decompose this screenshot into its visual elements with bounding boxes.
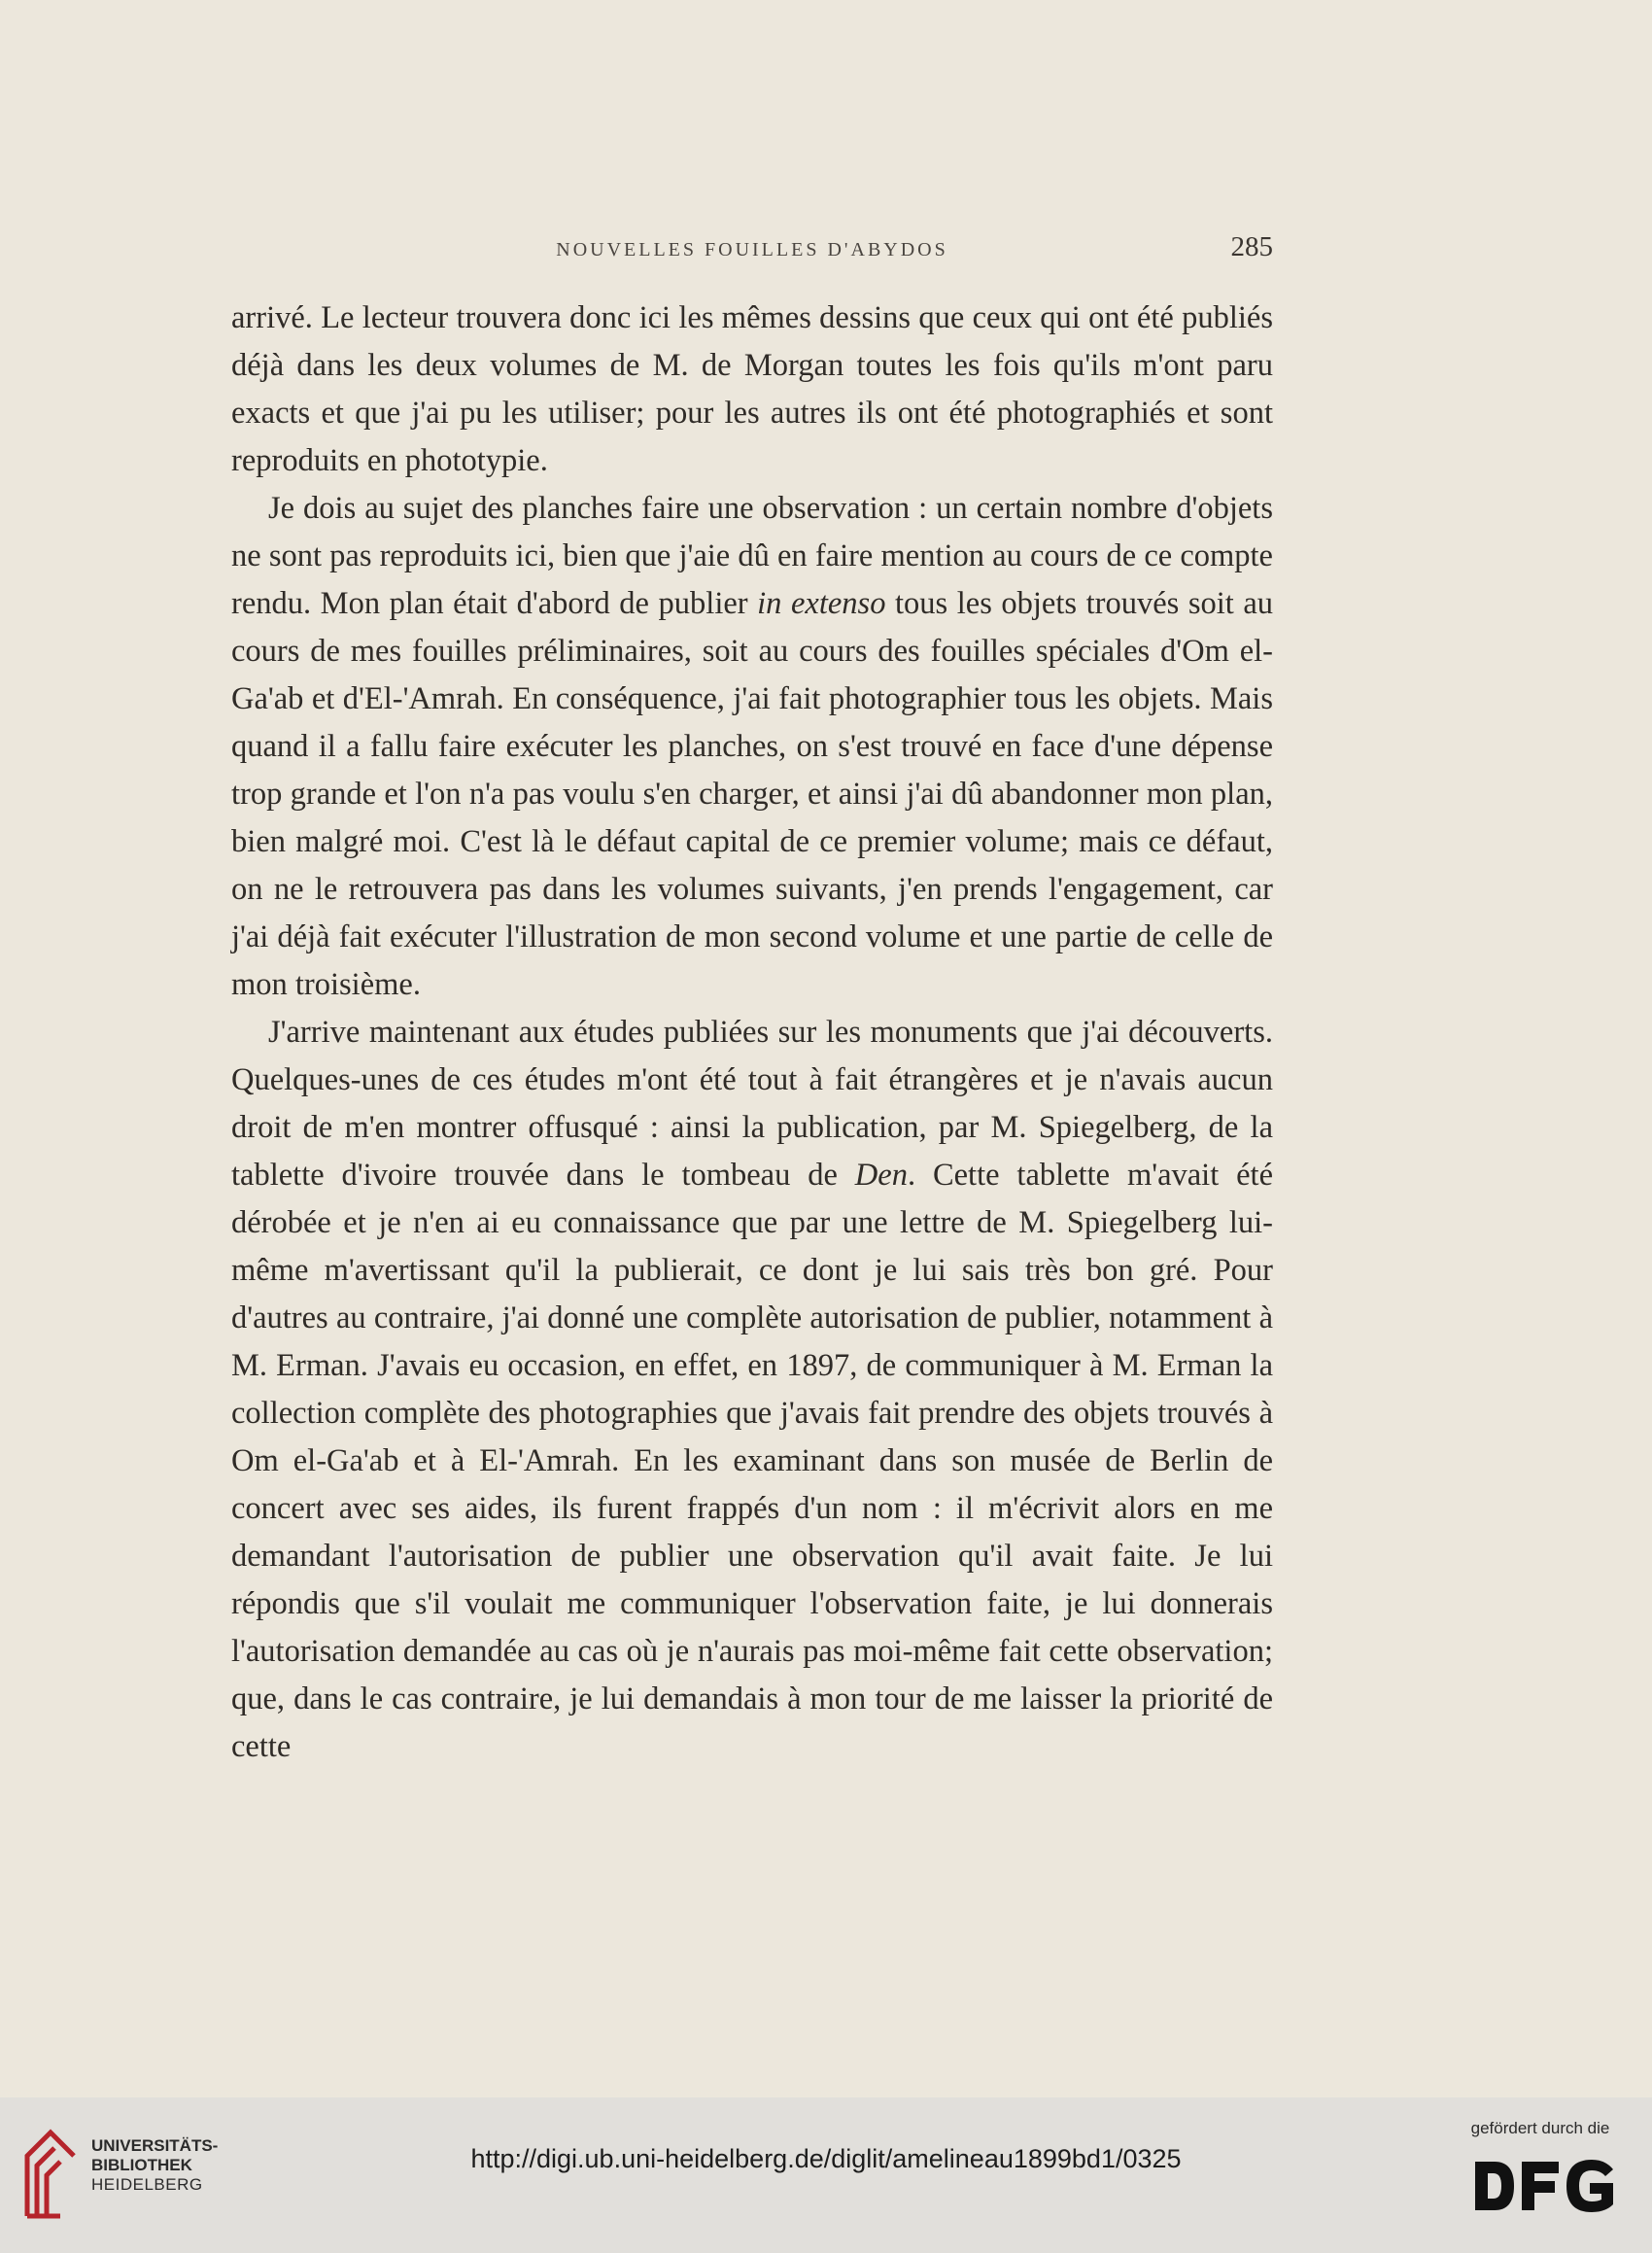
- library-line-2: BIBLIOTHEK: [91, 2156, 192, 2174]
- library-emblem-icon: [21, 2127, 80, 2220]
- paragraph-3-italic: Den: [854, 1158, 908, 1193]
- paragraph-2-text-a: Je dois au sujet des planches faire une observation : un certain nombre d'objets ne sont pas reproduits ici, bien que j'aie dû en faire mention au cours de ce compte rendu. Mon plan était d'abord de publier: [231, 491, 1273, 621]
- paragraph-2-text-b: tous les objets trouvés soit au cours de mes fouilles préliminaires, soit au cours des fouilles spéciales d'Om el-Ga'ab et d'El-'Amrah. En conséquence, j'ai fait photographier tous les objets. Mais quand il a fallu faire exécuter les planches, on s'est trouvé en face d'une dépense trop grande et l'on n'a pas voulu s'en charger, et ainsi j'ai dû abandonner mon plan, bien malgré moi. C'est là le défaut capital de ce premier volume; mais ce défaut, on ne le retrouvera pas dans les volumes suivants, j'en prends l'engagement, car j'ai déjà fait exécuter l'illustration de mon second volume et une partie de celle de mon troisième.: [231, 586, 1274, 1002]
- library-name: [91, 2136, 218, 2195]
- running-head: [231, 231, 1273, 270]
- funder-label: gefördert durch die: [1470, 2119, 1610, 2137]
- body-text: [231, 295, 1273, 1771]
- page-number: 285: [1230, 231, 1273, 262]
- paragraph-1-text: arrivé. Le lecteur trouvera donc ici les mêmes dessins que ceux qui ont été publiés déjà dans les deux volumes de M. de Morgan toutes les fois qu'ils m'ont paru exacts et que j'ai pu les utiliser; pour les autres ils ont été photographiés et sont reproduits en phototypie.: [231, 300, 1273, 478]
- library-line-3: HEIDELBERG: [91, 2175, 203, 2194]
- paragraph-1: [231, 295, 1273, 485]
- library-line-1: UNIVERSITÄTS-: [91, 2136, 219, 2155]
- running-title: NOUVELLES FOUILLES D'ABYDOS: [556, 239, 948, 260]
- source-url-link[interactable]: http://digi.ub.uni-heidelberg.de/diglit/amelineau1899bd1/0325: [470, 2144, 1182, 2173]
- digitization-footer: [0, 2097, 1652, 2253]
- paragraph-3-text-b: . Cette tablette m'avait été dérobée et je n'en ai eu connaissance que par une lettre de M. Spiegelberg lui-même m'avertissant qu'il la publierait, ce dont je lui sais très bon gré. Pour d'autres au contraire, j'ai donné une complète autorisation de publier, notamment à M. Erman. J'avais eu occasion, en effet, en 1897, de communiquer à M. Erman la collection complète des photographies que j'avais fait prendre des objets trouvés à Om el-Ga'ab et à El-'Amrah. En les examinant dans son musée de Berlin de concert avec ses aides, ils furent frappés d'un nom : il m'écrivit alors en me demandant l'autorisation de publier une observation qu'il avait faite. Je lui répondis que s'il voulait me communiquer l'observation faite, je lui donnerais l'autorisation demandée au cas où je n'aurais pas moi-même fait cette observation; que, dans le cas contraire, je lui demandais à mon tour de me laisser la priorité de cette: [231, 1158, 1274, 1764]
- paragraph-3: [231, 1009, 1273, 1771]
- paragraph-3-text-a: J'arrive maintenant aux études publiées sur les monuments que j'ai découverts. Quelques-unes de ces études m'ont été tout à fait étrangères et je n'avais aucun droit de m'en montrer offusqué : ainsi la publication, par M. Spiegelberg, de la tablette d'ivoire trouvée dans le tombeau de: [231, 1015, 1273, 1193]
- paragraph-2-italic: in extenso: [757, 586, 886, 621]
- library-logo[interactable]: [21, 2121, 235, 2230]
- funder-badge[interactable]: [1448, 2119, 1633, 2236]
- paragraph-2: [231, 485, 1273, 1009]
- dfg-logo-icon: [1471, 2156, 1617, 2216]
